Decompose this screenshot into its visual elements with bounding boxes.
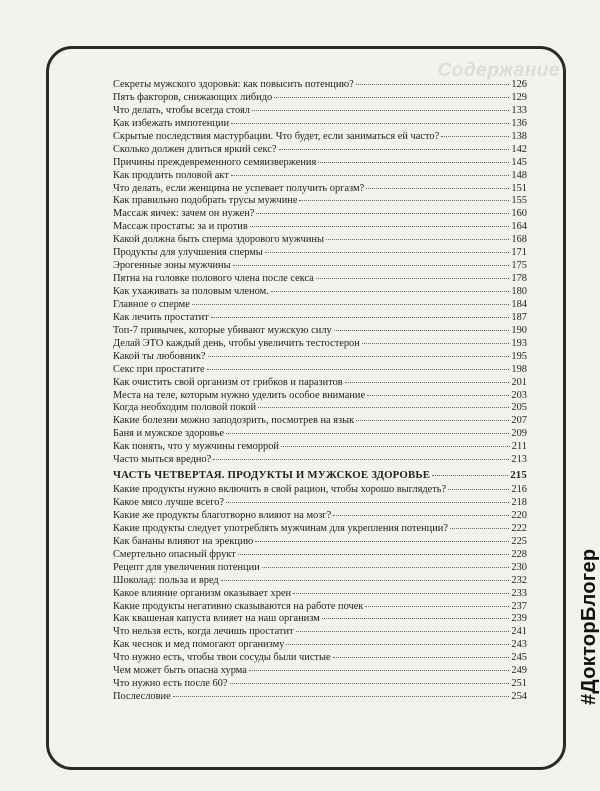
toc-entry — [113, 118, 527, 131]
toc-leader-dots — [226, 502, 509, 503]
toc-entry — [113, 601, 527, 614]
toc-leader-dots — [221, 580, 510, 581]
toc-entry-page: 249 — [511, 665, 527, 677]
toc-entry-title: Секс при простатите — [113, 363, 205, 375]
toc-entry — [113, 549, 527, 562]
toc-entry-page: 187 — [511, 311, 527, 323]
toc-entry — [113, 510, 527, 523]
toc-entry-title: Скрытые последствия мастурбации. Что будет, если заниматься ей часто? — [113, 130, 440, 142]
toc-entry-page: 203 — [511, 389, 527, 401]
toc-entry-page: 180 — [511, 286, 527, 297]
toc-leader-dots — [318, 162, 509, 163]
toc-entry-page: 138 — [511, 130, 527, 142]
toc-entry-title: Какие продукты нужно включить в свой рацион, чтобы хорошо выглядеть? — [113, 484, 447, 496]
table-of-contents — [113, 79, 527, 704]
toc-entry-title: Главное о сперме — [113, 298, 190, 310]
toc-entry-title: Пять факторов, снижающих либидо — [113, 91, 273, 103]
toc-entry-page: 198 — [511, 363, 527, 375]
section-header: Содержание — [437, 60, 560, 81]
toc-entry — [113, 377, 527, 390]
toc-entry — [113, 588, 527, 601]
toc-leader-dots — [334, 330, 510, 331]
toc-entry-title: Что нельзя есть, когда лечишь простатит — [113, 626, 294, 638]
toc-entry-title: Какой ты любовник? — [113, 350, 206, 362]
toc-leader-dots — [265, 252, 510, 253]
toc-entry — [113, 351, 527, 364]
toc-entry — [113, 523, 527, 536]
toc-entry-page: 218 — [511, 497, 527, 508]
toc-leader-dots — [256, 213, 509, 214]
toc-leader-dots — [316, 278, 510, 279]
toc-entry — [113, 286, 527, 299]
toc-entry-title: Что нужно есть после 60? — [113, 678, 228, 690]
toc-entry-title: Какой должна быть сперма здорового мужчины — [113, 234, 324, 246]
toc-entry-page: 201 — [511, 376, 527, 388]
toc-entry-page: 243 — [511, 639, 527, 651]
toc-entry-page: 211 — [511, 441, 527, 453]
toc-leader-dots — [450, 528, 509, 529]
toc-entry — [113, 131, 527, 144]
toc-entry-page: 184 — [511, 298, 527, 310]
toc-entry — [113, 497, 527, 510]
toc-entry — [113, 415, 527, 428]
toc-leader-dots — [249, 670, 510, 671]
toc-entry-page: 175 — [511, 260, 527, 272]
toc-leader-dots — [345, 382, 510, 383]
toc-entry — [113, 234, 527, 247]
toc-entry-page: 207 — [511, 415, 527, 427]
toc-leader-dots — [173, 696, 510, 697]
toc-entry-title: Секреты мужского здоровья: как повысить потенцию? — [113, 79, 354, 90]
toc-leader-dots — [333, 657, 510, 658]
toc-leader-dots — [356, 84, 510, 85]
toc-leader-dots — [322, 618, 510, 619]
toc-leader-dots — [293, 593, 509, 594]
toc-entry-title: Что делать, чтобы всегда стоял — [113, 104, 250, 116]
toc-entry-title: Как чеснок и мед помогают организму — [113, 639, 285, 651]
toc-entry-title: Когда необходим половой покой — [113, 402, 257, 414]
toc-part-heading — [113, 469, 527, 482]
toc-entry — [113, 325, 527, 338]
toc-leader-dots — [326, 239, 509, 240]
side-tag: #ДокторБлогер — [578, 548, 600, 705]
toc-entry-title: Массаж простаты: за и против — [113, 221, 248, 233]
toc-entry-page: 160 — [511, 208, 527, 220]
toc-entry — [113, 144, 527, 157]
toc-entry-title: Как продлить половой акт — [113, 169, 229, 181]
toc-entry-title: Как ухаживать за половым членом. — [113, 286, 269, 297]
toc-entry-page: 171 — [511, 247, 527, 259]
toc-entry-page: 178 — [511, 273, 527, 285]
toc-entry-page: 222 — [511, 522, 527, 534]
toc-entry-page: 168 — [511, 234, 527, 246]
toc-entry — [113, 273, 527, 286]
toc-entry-page: 215 — [510, 469, 527, 482]
toc-entry — [113, 312, 527, 325]
toc-entry-title: Причины преждевременного семяизвержения — [113, 156, 317, 168]
toc-entry-title: Какие же продукты благотворно влияют на мозг? — [113, 509, 332, 521]
toc-entry-page: 225 — [511, 535, 527, 547]
toc-entry — [113, 208, 527, 221]
toc-leader-dots — [367, 395, 509, 396]
toc-entry-page: 136 — [511, 117, 527, 129]
toc-entry-page: 254 — [511, 691, 527, 703]
toc-entry-title: Места на теле, которым нужно уделить особое внимание — [113, 389, 366, 401]
toc-entry-title: Топ-7 привычек, которые убивают мужскую силу — [113, 324, 332, 336]
toc-entry-page: 155 — [511, 195, 527, 207]
toc-entry — [113, 484, 527, 497]
toc-entry-title: Продукты для улучшения спермы — [113, 247, 263, 259]
toc-leader-dots — [362, 343, 510, 344]
toc-leader-dots — [211, 317, 510, 318]
toc-entry — [113, 183, 527, 196]
toc-entry — [113, 195, 527, 208]
toc-entry — [113, 536, 527, 549]
toc-entry-title: Сколько должен длиться яркий секс? — [113, 143, 277, 155]
toc-entry-page: 193 — [511, 337, 527, 349]
toc-entry-page: 195 — [511, 350, 527, 362]
toc-leader-dots — [271, 291, 510, 292]
toc-entry-title: Какие продукты негативно сказываются на работе почек — [113, 600, 364, 612]
toc-entry-page: 148 — [511, 169, 527, 181]
toc-leader-dots — [231, 175, 510, 176]
toc-entry-title: Часто мыться вредно? — [113, 454, 212, 466]
toc-leader-dots — [441, 136, 509, 137]
toc-entry-title: Шоколад: польза и вред — [113, 574, 219, 586]
toc-leader-dots — [366, 188, 509, 189]
toc-leader-dots — [233, 265, 510, 266]
toc-entry-page: 205 — [511, 402, 527, 414]
toc-entry-title: Как правильно подобрать трусы мужчине — [113, 195, 298, 207]
toc-leader-dots — [279, 149, 510, 150]
toc-leader-dots — [365, 606, 509, 607]
toc-entry-title: Как квашеная капуста влияет на наш организм — [113, 613, 320, 625]
toc-entry-title: Как понять, что у мужчины геморрой — [113, 441, 279, 453]
toc-entry — [113, 428, 527, 441]
toc-entry-page: 251 — [511, 678, 527, 690]
toc-entry-page: 233 — [511, 587, 527, 599]
toc-entry-title: Пятна на головке полового члена после секса — [113, 273, 314, 285]
toc-entry-page: 232 — [511, 574, 527, 586]
toc-leader-dots — [262, 567, 510, 568]
toc-entry — [113, 652, 527, 665]
toc-entry — [113, 639, 527, 652]
toc-leader-dots — [250, 226, 510, 227]
toc-entry — [113, 665, 527, 678]
toc-entry-title: ЧАСТЬ ЧЕТВЕРТАЯ. ПРОДУКТЫ И МУЖСКОЕ ЗДОРОВЬЕ — [113, 469, 431, 482]
toc-entry-title: Как очистить свой организм от грибков и паразитов — [113, 376, 343, 388]
toc-entry-title: Какое мясо лучше всего? — [113, 497, 225, 508]
toc-entry — [113, 364, 527, 377]
toc-entry-page: 213 — [511, 454, 527, 466]
toc-entry — [113, 562, 527, 575]
toc-leader-dots — [192, 304, 510, 305]
toc-entry-title: Как избежать импотенции — [113, 117, 230, 129]
toc-entry-title: Эрогенные зоны мужчины — [113, 260, 231, 272]
toc-entry — [113, 79, 527, 92]
toc-entry — [113, 454, 527, 467]
toc-leader-dots — [333, 515, 509, 516]
toc-entry — [113, 299, 527, 312]
toc-entry-page: 129 — [511, 91, 527, 103]
toc-entry — [113, 678, 527, 691]
toc-entry — [113, 157, 527, 170]
toc-entry-page: 164 — [511, 221, 527, 233]
toc-entry-page: 237 — [511, 600, 527, 612]
toc-entry-title: Какие продукты следует употреблять мужчинам для укрепления потенции? — [113, 522, 448, 534]
toc-entry — [113, 575, 527, 588]
toc-entry-page: 133 — [511, 104, 527, 116]
toc-entry-page: 245 — [511, 652, 527, 664]
toc-entry-page: 239 — [511, 613, 527, 625]
toc-leader-dots — [252, 110, 509, 111]
toc-entry-title: Чем может быть опасна хурма — [113, 665, 247, 677]
toc-leader-dots — [356, 420, 509, 421]
toc-leader-dots — [230, 683, 510, 684]
toc-entry-title: Как лечить простатит — [113, 311, 209, 323]
toc-entry — [113, 92, 527, 105]
toc-entry-page: 241 — [511, 626, 527, 638]
toc-entry — [113, 402, 527, 415]
toc-leader-dots — [231, 123, 509, 124]
toc-leader-dots — [255, 541, 509, 542]
toc-entry — [113, 105, 527, 118]
toc-entry — [113, 390, 527, 403]
toc-entry-title: Как бананы влияют на эрекцию — [113, 535, 254, 547]
toc-entry — [113, 170, 527, 183]
toc-entry — [113, 441, 527, 454]
toc-leader-dots — [213, 459, 509, 460]
toc-leader-dots — [432, 475, 508, 476]
toc-entry-page: 230 — [511, 561, 527, 573]
toc-entry-title: Массаж яичек: зачем он нужен? — [113, 208, 255, 220]
toc-leader-dots — [448, 489, 509, 490]
toc-entry — [113, 221, 527, 234]
toc-entry — [113, 626, 527, 639]
toc-entry-page: 142 — [511, 143, 527, 155]
toc-entry-page: 126 — [511, 79, 527, 90]
toc-entry — [113, 247, 527, 260]
toc-entry-title: Рецепт для увеличения потенции — [113, 561, 260, 573]
toc-entry-page: 151 — [511, 182, 527, 194]
toc-entry-title: Что делать, если женщина не успевает получить оргазм? — [113, 182, 365, 194]
toc-entry-page: 145 — [511, 156, 527, 168]
toc-entry-title: Баня и мужское здоровье — [113, 428, 225, 440]
toc-entry-title: Какие болезни можно заподозрить, посмотрев на язык — [113, 415, 355, 427]
toc-leader-dots — [238, 554, 510, 555]
toc-entry-page: 216 — [511, 484, 527, 496]
toc-entry-page: 209 — [511, 428, 527, 440]
toc-leader-dots — [286, 644, 509, 645]
toc-entry-page: 190 — [511, 324, 527, 336]
toc-entry — [113, 260, 527, 273]
toc-entry-page: 220 — [511, 509, 527, 521]
toc-entry — [113, 691, 527, 704]
toc-entry-title: Послесловие — [113, 691, 171, 703]
toc-entry-title: Какое влияние организм оказывает хрен — [113, 587, 292, 599]
toc-entry-title: Делай ЭТО каждый день, чтобы увеличить тестостерон — [113, 337, 360, 349]
toc-leader-dots — [208, 356, 510, 357]
toc-leader-dots — [226, 433, 509, 434]
toc-leader-dots — [299, 200, 509, 201]
toc-entry — [113, 338, 527, 351]
toc-entry — [113, 613, 527, 626]
toc-leader-dots — [296, 631, 510, 632]
toc-entry-page: 228 — [511, 548, 527, 560]
toc-leader-dots — [274, 97, 509, 98]
toc-entry-title: Смертельно опасный фрукт — [113, 548, 236, 560]
toc-entry-title: Что нужно есть, чтобы твои сосуды были чистые — [113, 652, 331, 664]
toc-leader-dots — [207, 369, 510, 370]
toc-leader-dots — [258, 407, 509, 408]
toc-leader-dots — [281, 446, 510, 447]
